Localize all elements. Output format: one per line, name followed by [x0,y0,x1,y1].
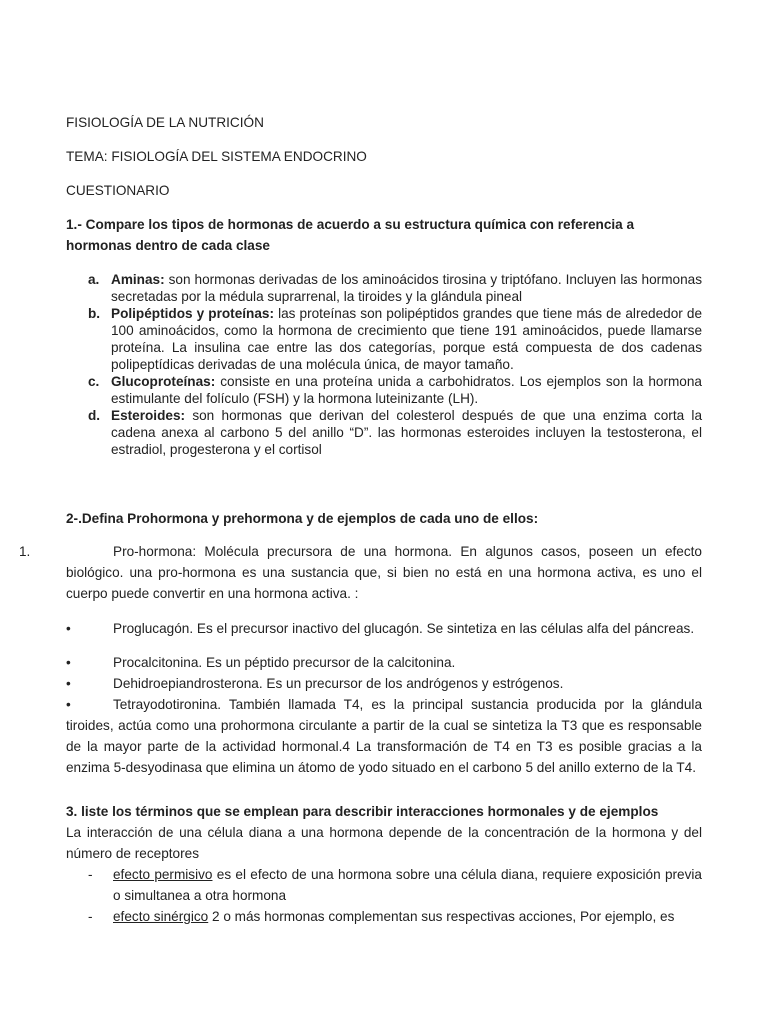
list-item-glucoproteinas [66,373,702,407]
prohormona-examples-rest [66,652,702,778]
prohormona-example-4 [66,694,702,778]
prohormona-example-2 [66,652,702,673]
bullet: • [66,655,71,670]
bullet: • [66,697,71,712]
example-text: Tetrayodotironina. También llamada T4, es la principal sustancia producida por la glándula tiroides, actúa como una prohormona circulante a partir de la cual se sintetiza la T3 que es responsable de la mayor parte de la actividad hormonal.4 La transformación de T4 en T3 es posible gracias a la enzima 5-desyodinasa que elimina un átomo de yodo situado en el carbono 5 del anillo externo de la T4. [66,697,702,775]
list-number: 1. [19,544,31,559]
prohormona-example-3 [66,673,702,694]
list-item-aminas [66,271,702,305]
term-sinergico: efecto sinérgico [113,909,209,924]
list-item-polipeptidos [66,305,702,373]
prohormona-example-1 [66,618,702,639]
definition-aminas: son hormonas derivadas de los aminoácidos tirosina y triptófano. Incluyen las hormonas secretadas por la médula suprarrenal, la tiroides y la glándula pineal [111,272,702,304]
bullet: • [66,676,71,691]
term-permisivo: efecto permisivo [113,867,213,882]
term-glucoproteinas: Glucoproteínas: [111,374,216,389]
term-polipeptidos: Polipéptidos y proteínas: [111,306,274,321]
term-esteroides: Esteroides: [111,408,186,423]
prohormona-text: Pro-hormona: Molécula precursora de una hormona. En algunos casos, poseen un efecto biológico. una pro-hormona es una sustancia que, si bien no está en una hormona activa, es uno el cuerpo puede convertir en una hormona activa. : [66,544,702,601]
list-marker: a. [88,272,100,287]
term-aminas: Aminas: [111,272,165,287]
definition-sinergico: 2 o más hormonas complementan sus respectivas acciones, Por ejemplo, es [208,909,675,924]
definition-glucoproteinas: consiste en una proteína unida a carbohidratos. Los ejemplos son la hormona estimulante del folículo (FSH) y la hormona luteinizante (LH). [111,374,702,406]
list-item-permisivo [66,864,702,906]
list-marker: d. [88,408,101,423]
question-2: 2-.Defina Prohormona y prehormona y de ejemplos de cada uno de ellos: [66,511,539,526]
example-text: Procalcitonina. Es un péptido precursor de la calcitonina. [113,655,456,670]
list-marker: c. [88,374,100,389]
interaction-terms-list [66,864,702,927]
hormone-types-list [66,271,702,458]
question-1: 1.- Compare los tipos de hormonas de acuerdo a su estructura química con referencia a hormonas dentro de cada clase [66,217,635,253]
list-item-sinergico [66,906,702,927]
prohormona-definition [19,541,702,604]
dash-marker: - [88,867,93,882]
list-marker: b. [88,306,101,321]
course-title: FISIOLOGÍA DE LA NUTRICIÓN [66,115,264,130]
bullet: • [66,621,71,636]
definition-esteroides: son hormonas que derivan del colesterol después de que una enzima corta la cadena anexa al carbono 5 del anillo “D”. las hormonas esteroides incluyen la testosterona, el estradiol, progesterona y el cortisol [111,408,702,457]
interaction-intro: La interacción de una célula diana a una hormona depende de la concentración de la hormona y del número de receptores [66,825,702,861]
definition-polipeptidos: las proteínas son polipéptidos grandes que tiene más de alrededor de 100 aminoácidos, como la hormona de crecimiento que tiene 191 aminoácidos, puede llamarse proteína. La insulina cae entre las dos categorías, porque está compuesta de dos cadenas polipeptídicas derivadas de una molécula única, de mayor tamaño. [111,306,703,372]
question-3: 3. liste los términos que se emplean para describir interacciones hormonales y de ejemplos [66,804,659,819]
definition-permisivo: es el efecto de una hormona sobre una célula diana, requiere exposición previa o simultanea a otra hormona [113,867,702,903]
example-text: Dehidroepiandrosterona. Es un precursor de los andrógenos y estrógenos. [113,676,564,691]
dash-marker: - [88,909,93,924]
topic-title: TEMA: FISIOLOGÍA DEL SISTEMA ENDOCRINO [66,149,367,164]
list-item-esteroides [66,407,702,458]
example-text: Proglucagón. Es el precursor inactivo del glucagón. Se sintetiza en las células alfa del páncreas. [113,621,695,636]
section-title: CUESTIONARIO [66,183,170,198]
